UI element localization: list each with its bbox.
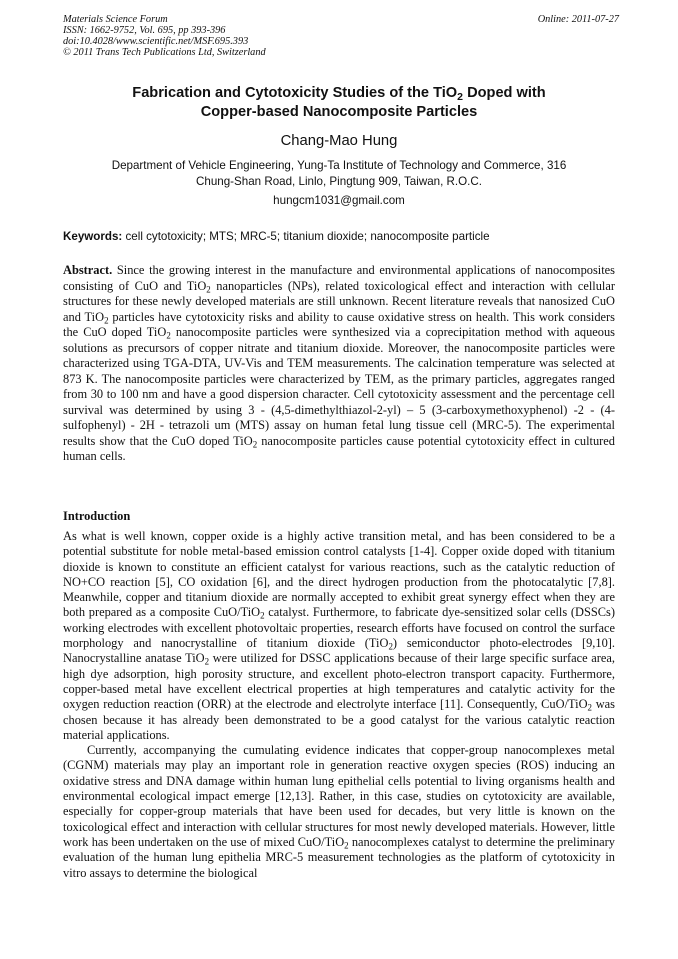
title-subscript: 2 — [457, 90, 464, 103]
author-email: hungcm1031@gmail.com — [273, 194, 405, 207]
intro-paragraph-2 — [63, 743, 615, 881]
affiliation — [63, 158, 615, 190]
abstract-text: nanocomposite particles cause potential cytotoxicity effect in cultured human cells. — [63, 433, 616, 463]
subscript: 2 — [260, 610, 265, 621]
abstract-text: nanocomposite particles were synthesized via a coprecipitation method with aqueous solutions as precursors of copper nitrate and titanium dioxide. Moreover, the nanocomposite particles were characterized using TGA-DTA, UV-Vis and TEM measurements. The calcination temperature was selected at 873 K. The nanocomposite particles were characterized by TEM, as the primary particles, aggregates ranged from 30 to 100 nm and have a good dispersion character. Cell cytotoxicity assessment and the percentage cell survival was determined by using 3 - (4,5-dimethylthiazol-2-yl) – 5 (3-carboxymethoxyphenol) -2 - (4-sulfophenyl) - 2H - tetrazoli um (MTS) assay on human fetal lung tissue cell (MRC-5). The experimental results show that the CuO doped TiO — [63, 325, 615, 448]
paragraph-text: ) semiconductor photo-electrodes [9,10]. Nanocrystalline anatase TiO — [63, 636, 615, 666]
abstract-label: Abstract. — [63, 263, 113, 277]
journal-issn: ISSN: 1662-9752, Vol. 695, pp 393-396 — [63, 25, 226, 36]
affiliation-line1: Department of Vehicle Engineering, Yung-Ta Institute of Technology and Commerce, 316 — [111, 159, 567, 172]
paragraph-text: were utilized for DSSC applications because of their large specific surface area, high dye adsorption, high porosity structure, and excellent photo-electron transport capacity. Furthermore, copper-based metal have excellent electrical properties at high temperatures and catalytic activity for the oxygen reduction reaction (ORR) at the electrode and electrolyte interface [11]. Consequently, CuO/TiO — [63, 651, 616, 712]
journal-name: Materials Science Forum — [63, 14, 168, 25]
abstract-text: Since the growing interest in the manufacture and environmental applications of nanocomposites consisting of CuO and TiO — [63, 263, 615, 293]
subscript: 2 — [206, 283, 211, 294]
intro-paragraph-1 — [63, 529, 615, 743]
journal-copyright: © 2011 Trans Tech Publications Ltd, Switzerland — [63, 47, 266, 58]
journal-doi: doi:10.4028/www.scientific.net/MSF.695.393 — [63, 36, 249, 47]
affiliation-line2: Chung-Shan Road, Linlo, Pingtung 909, Taiwan, R.O.C. — [196, 175, 482, 188]
title-line2: Copper-based Nanocomposite Particles — [200, 104, 478, 120]
subscript: 2 — [252, 438, 258, 449]
abstract-text: nanoparticles (NPs), related toxicological effect and interaction with cellular structures for these newly developed materials are still unknown. Recent literature reveals that nanosized CuO and TiO — [63, 278, 615, 324]
title-line1-b: Doped with — [463, 85, 546, 101]
subscript: 2 — [388, 641, 393, 652]
paragraph-text: catalyst. Furthermore, to fabricate dye-sensitized solar cells (DSSCs) working electrodes with excellent photovoltaic properties, research efforts have focused on control the surface morphology and nanocrystalline of titanium dioxide (TiO — [63, 605, 615, 651]
title-line1-a: Fabrication and Cytotoxicity Studies of the TiO — [132, 85, 458, 101]
subscript: 2 — [104, 314, 109, 325]
keywords-label: Keywords: — [63, 230, 123, 243]
paragraph-text: nanocomplexes catalyst to determine the preliminary evaluation of the human lung epithelia MRC-5 measurement technologies as the platform of cytotoxicity in vitro assays to determine the biological — [63, 834, 615, 880]
keywords — [63, 229, 623, 244]
paragraph-text: Currently, accompanying the cumulating evidence indicates that copper-group nanocomplexes metal (CGNM) materials may play an important role in generation reactive oxygen species (ROS) inducing an oxidative stress and DNA damage within human lung epithelial cells potential to living organisms health and environmental ecological impact emerge [12,13]. Rather, in this case, studies on cytotoxicity are available, especially for copper-group materials that have been used for decades, but very little is known on the toxicological effect and interaction with cellular structures for most newly developed materials. However, little work has been undertaken on the use of mixed CuO/TiO — [63, 743, 615, 849]
abstract — [63, 263, 615, 465]
journal-header — [63, 14, 619, 58]
section-heading-introduction: Introduction — [63, 509, 131, 523]
subscript: 2 — [204, 656, 210, 667]
abstract-text: particles have cytotoxicity risks and ability to cause oxidative stress on health. This work considers the CuO doped TiO — [63, 309, 615, 339]
paragraph-text: As what is well known, copper oxide is a highly active transition metal, and has been considered to be a potential substitute for noble metal-based emission control catalysts [1-4]. Copper oxide doped with titanium dioxide is known to constitute an efficient catalyst for various reactions, such as the catalytic reduction of NO+CO reaction [5], CO oxidation [6], and the direct hydrogen production from the photocatalytic [7,8]. Meanwhile, copper and titanium dioxide are normally accepted to exhibit great synergy effect when they are both prepared as a composite CuO/TiO — [63, 529, 615, 620]
subscript: 2 — [166, 330, 171, 341]
introduction-body — [63, 529, 615, 881]
paragraph-text: was chosen because it has already been demonstrated to be a good catalyst for the various catalytic reaction material applications. — [63, 697, 615, 742]
author-name: Chang-Mao Hung — [280, 133, 398, 149]
paper-title — [63, 84, 615, 122]
subscript: 2 — [587, 702, 592, 713]
online-date: Online: 2011-07-27 — [537, 14, 619, 25]
subscript: 2 — [344, 840, 349, 851]
keywords-text: cell cytotoxicity; MTS; MRC-5; titanium dioxide; nanocomposite particle — [122, 230, 490, 243]
